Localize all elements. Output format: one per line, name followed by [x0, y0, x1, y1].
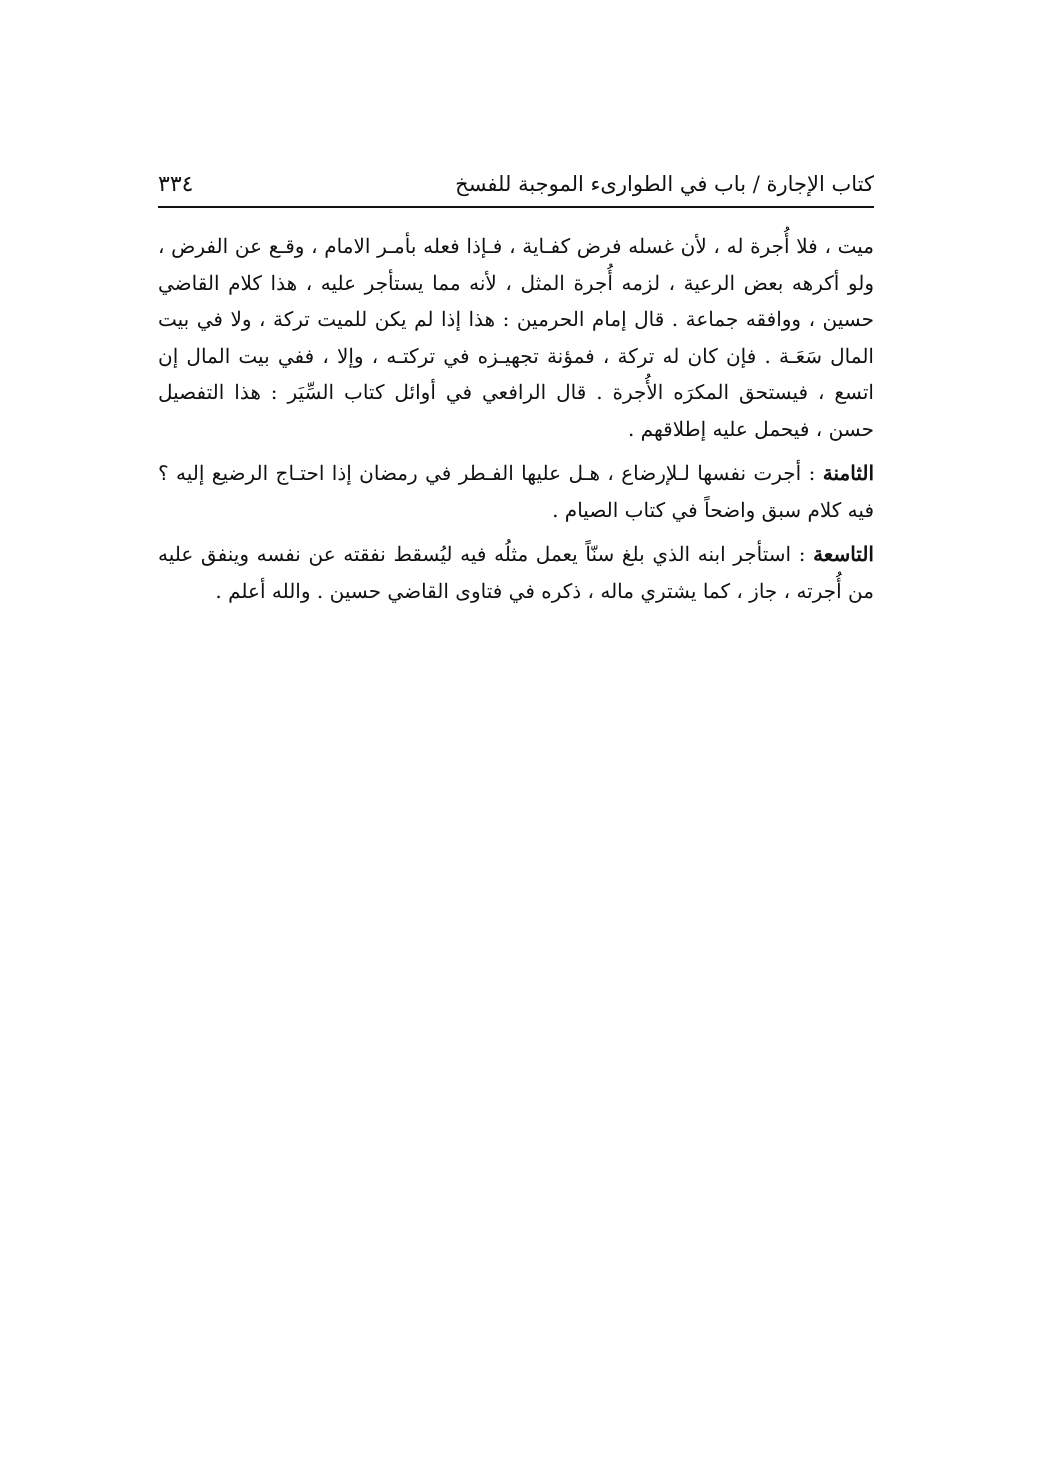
paragraph-text: : أجرت نفسها لـلإرضاع ، هـل عليها الفـطر في رمضان إذا احتـاج الرضيع إليه ؟ فيه كلام سبق واضحاً في كتاب الصيام . — [158, 461, 874, 522]
document-page — [158, 170, 874, 617]
paragraph-text: ميت ، فلا أُجرة له ، لأن غسله فرض كفـاية ، فـإذا فعله بأمـر الامام ، وقـع عن الفرض ، ولو أكرهه بعض الرعية ، لزمه أُجرة المثل ، لأنه مما يستأجر عليه ، هذا كلام القاضي حسين ، ووافقه جماعة . قال إمام الحرمين : هذا إذا لم يكن للميت تركة ، ولا في بيت المال سَعَـة . فإن كان له تركة ، فمؤنة تجهيـزه في تركتـه ، وإلا ، ففي بيت المال إن اتسع ، فيستحق المكرَه الأُجرة . قال الرافعي في أوائل كتاب السِّيَر : هذا التفصيل حسن ، فيحمل عليه إطلاقهم . — [158, 234, 875, 441]
paragraph-lead: الثامنة — [822, 461, 874, 485]
running-title: كتاب الإجارة / باب في الطوارىء الموجبة للفسخ — [455, 172, 874, 196]
running-header — [158, 170, 874, 208]
paragraph-text: : استأجر ابنه الذي بلغ سنّاً يعمل مثلُه فيه ليُسقط نفقته عن نفسه وينفق عليه من أُجرته ، جاز ، كما يشتري ماله ، ذكره في فتاوى القاضي حسين . والله أعلم . — [158, 542, 874, 603]
page-number: ٣٣٤ — [158, 172, 194, 197]
paragraph — [158, 536, 874, 609]
paragraph — [158, 228, 874, 447]
paragraph — [158, 455, 874, 528]
paragraph-lead: التاسعة — [813, 542, 874, 566]
body-text — [158, 228, 874, 609]
